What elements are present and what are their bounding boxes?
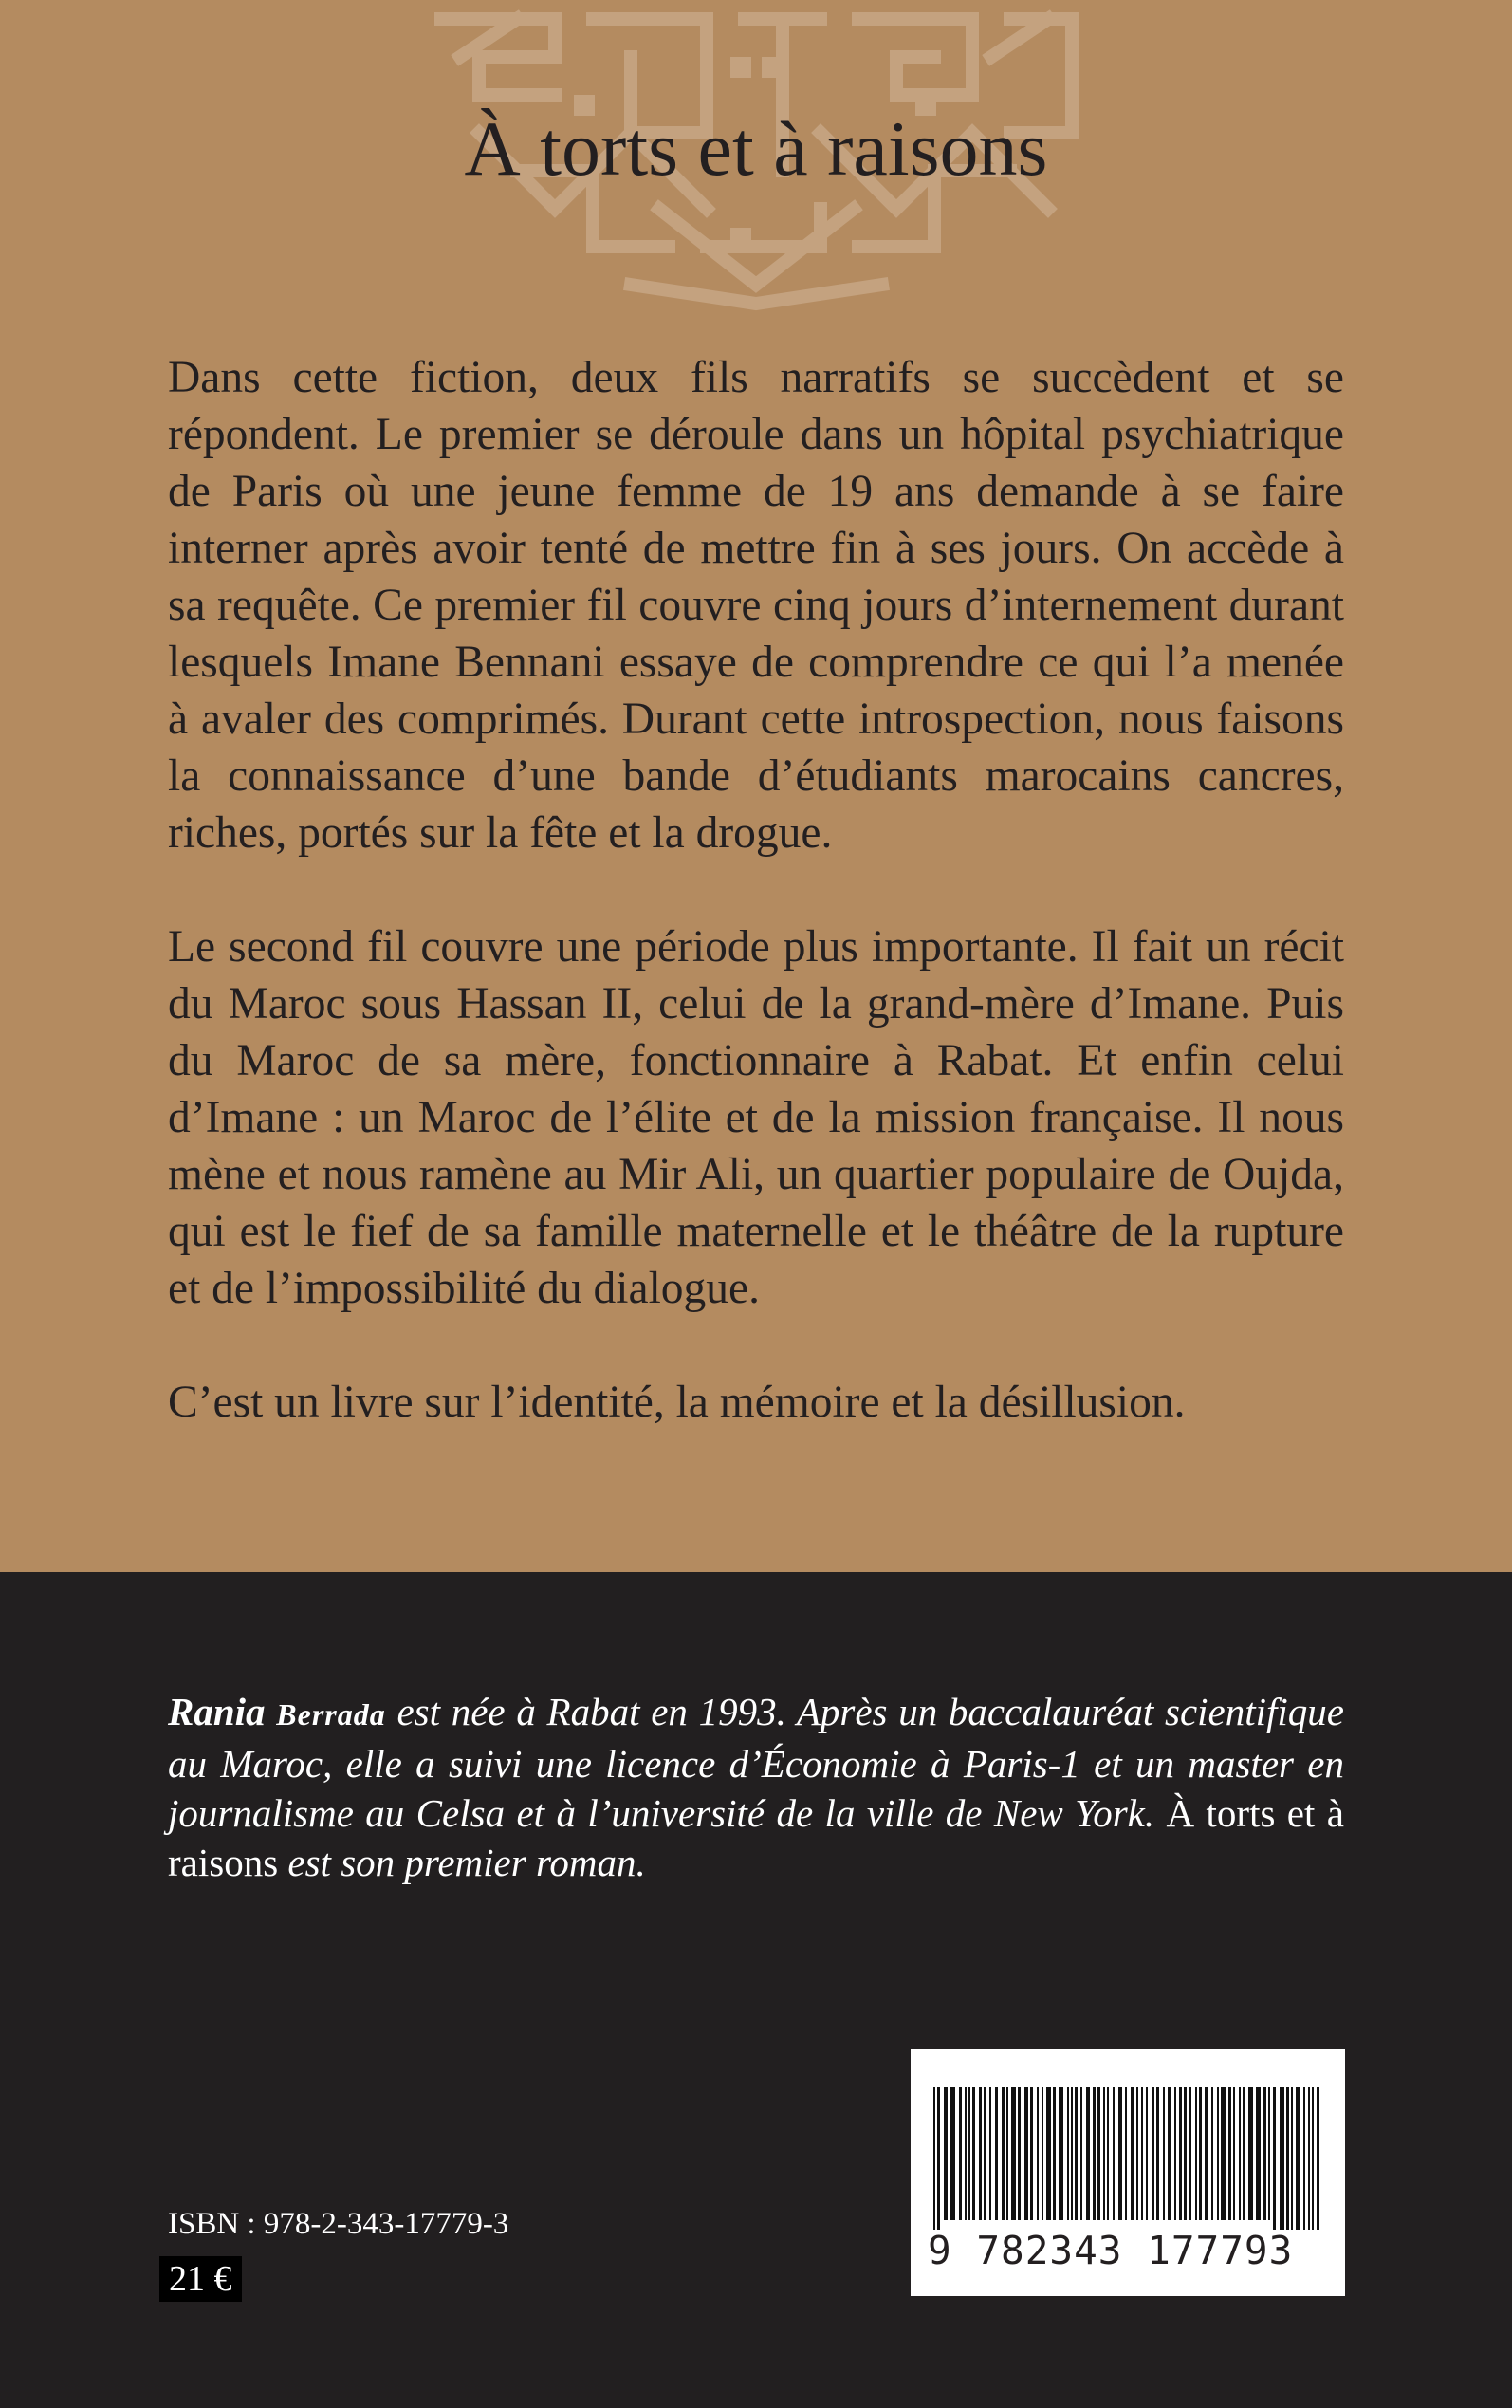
barcode-bar (1317, 2087, 1319, 2230)
barcode-bar (1168, 2087, 1171, 2220)
barcode-bar (1296, 2087, 1300, 2230)
barcode-bar (989, 2087, 991, 2220)
isbn: ISBN : 978-2-343-17779-3 (168, 2207, 509, 2241)
author-bio (168, 1687, 1344, 1887)
barcode-bar (1263, 2087, 1266, 2220)
barcode-bar (1131, 2087, 1134, 2220)
barcode-bar (944, 2087, 948, 2220)
barcode-bar (1097, 2087, 1100, 2220)
barcode-bar (1146, 2087, 1148, 2220)
author-last-name: Berrada (276, 1697, 386, 1732)
barcode-bar (1136, 2087, 1138, 2220)
barcode-bar (1024, 2087, 1028, 2220)
barcode-bar (1093, 2087, 1096, 2220)
barcode-bar (1002, 2087, 1005, 2220)
barcode (911, 2049, 1345, 2296)
barcode-bar (1303, 2087, 1305, 2230)
synopsis-paragraph: C’est un livre sur l’identité, la mémoire et la désillusion. (168, 1378, 1186, 1427)
barcode-bar (1046, 2087, 1051, 2220)
barcode-bar (1071, 2087, 1073, 2220)
barcode-bar (1118, 2087, 1122, 2220)
bio-text: est née à Rabat en 1993. Après un baccalauréat scientifique au Maroc, elle a suivi une licence d’Économie à Paris-1 et un master en journalisme au Celsa et à l’université de la ville de New York. (168, 1690, 1344, 1835)
barcode-bar (1006, 2087, 1008, 2220)
barcode-bar (1243, 2087, 1245, 2220)
barcode-bar (1248, 2087, 1253, 2220)
barcode-bar (1113, 2087, 1115, 2220)
barcode-bar (1030, 2087, 1033, 2220)
book-title: À torts et à raisons (464, 105, 1048, 192)
barcode-bar (1163, 2087, 1165, 2220)
barcode-bar (1141, 2087, 1143, 2220)
barcode-bar (1273, 2087, 1276, 2230)
synopsis-text (168, 349, 1344, 1488)
author-first-name: Rania (168, 1690, 277, 1733)
barcode-bar (1195, 2087, 1197, 2220)
barcode-bar (968, 2087, 970, 2220)
barcode-bar (1189, 2087, 1191, 2220)
barcode-bar (1211, 2087, 1213, 2220)
barcode-bar (933, 2087, 935, 2230)
barcode-bar (1037, 2087, 1039, 2220)
barcode-bar (1308, 2087, 1310, 2230)
barcode-bar (1107, 2087, 1109, 2220)
barcode-bar (984, 2087, 986, 2220)
barcode-bar (950, 2087, 955, 2220)
barcode-bar (1053, 2087, 1056, 2220)
barcode-bar (1042, 2087, 1043, 2220)
barcode-bar (1221, 2087, 1226, 2220)
synopsis-paragraph: Le second fil couvre une période plus importante. Il fait un récit du Maroc sous Hassan II, celui de la grand-mère d’Imane. Puis du Maroc de sa mère, fonctionnaire à Rabat. Et enfin celui d’Imane : un Maroc de l’élite et de la mission française. Il nous mène et nous ramène au Mir Ali, un quartier populaire de Oujda, qui est le fief de sa famille maternelle et le théâtre de la rupture et de l’impossibilité du dialogue. (168, 922, 1344, 1313)
barcode-bar (1179, 2087, 1182, 2220)
barcode-bar (1125, 2087, 1127, 2220)
barcode-bar (972, 2087, 975, 2220)
barcode-bar (1312, 2087, 1314, 2230)
barcode-bar (1280, 2087, 1284, 2230)
barcode-bar (1103, 2087, 1105, 2220)
barcode-bar (1018, 2087, 1021, 2220)
barcode-bar (1217, 2087, 1219, 2220)
bio-text-end: est son premier roman. (278, 1841, 646, 1884)
barcode-bar (1156, 2087, 1159, 2220)
barcode-bar (959, 2087, 962, 2220)
barcode-bars (928, 2087, 1326, 2230)
barcode-bar (1199, 2087, 1202, 2220)
barcode-bar (979, 2087, 982, 2220)
barcode-bar (1174, 2087, 1176, 2220)
barcode-bar (1086, 2087, 1090, 2220)
price: 21 € (159, 2256, 242, 2302)
barcode-bar (1152, 2087, 1154, 2220)
barcode-bar (1184, 2087, 1187, 2220)
barcode-bar (1256, 2087, 1261, 2220)
barcode-bar (937, 2087, 940, 2230)
barcode-bar (1059, 2087, 1063, 2220)
barcode-digits: 9 782343 177793 (928, 2228, 1294, 2273)
barcode-bar (1286, 2087, 1289, 2230)
barcode-bar (1233, 2087, 1235, 2220)
barcode-bar (1291, 2087, 1293, 2230)
barcode-bar (1268, 2087, 1270, 2220)
barcode-bar (1239, 2087, 1241, 2220)
barcode-bar (1011, 2087, 1016, 2220)
synopsis-paragraph: Dans cette fiction, deux fils narratifs se succèdent et se répondent. Le premier se déroule dans un hôpital psychiatrique de Paris où une jeune femme de 19 ans demande à se faire interner après avoir tenté de mettre fin à ses jours. On accède à sa requête. Ce premier fil couvre cinq jours d’internement durant lesquels Imane Bennani essaye de comprendre ce qui l’a menée à avaler des comprimés. Durant cette introspection, nous faisons la connaissance d’une bande d’étudiants marocains cancres, riches, portés sur la fête et la drogue. (168, 353, 1344, 858)
barcode-bar (1067, 2087, 1069, 2220)
barcode-bar (1205, 2087, 1208, 2220)
barcode-bar (965, 2087, 967, 2220)
barcode-bar (1228, 2087, 1231, 2220)
bio-book-title: À torts et à raisons (168, 1791, 1344, 1884)
barcode-bar (995, 2087, 998, 2220)
barcode-bar (1075, 2087, 1078, 2220)
barcode-bar (1080, 2087, 1082, 2220)
